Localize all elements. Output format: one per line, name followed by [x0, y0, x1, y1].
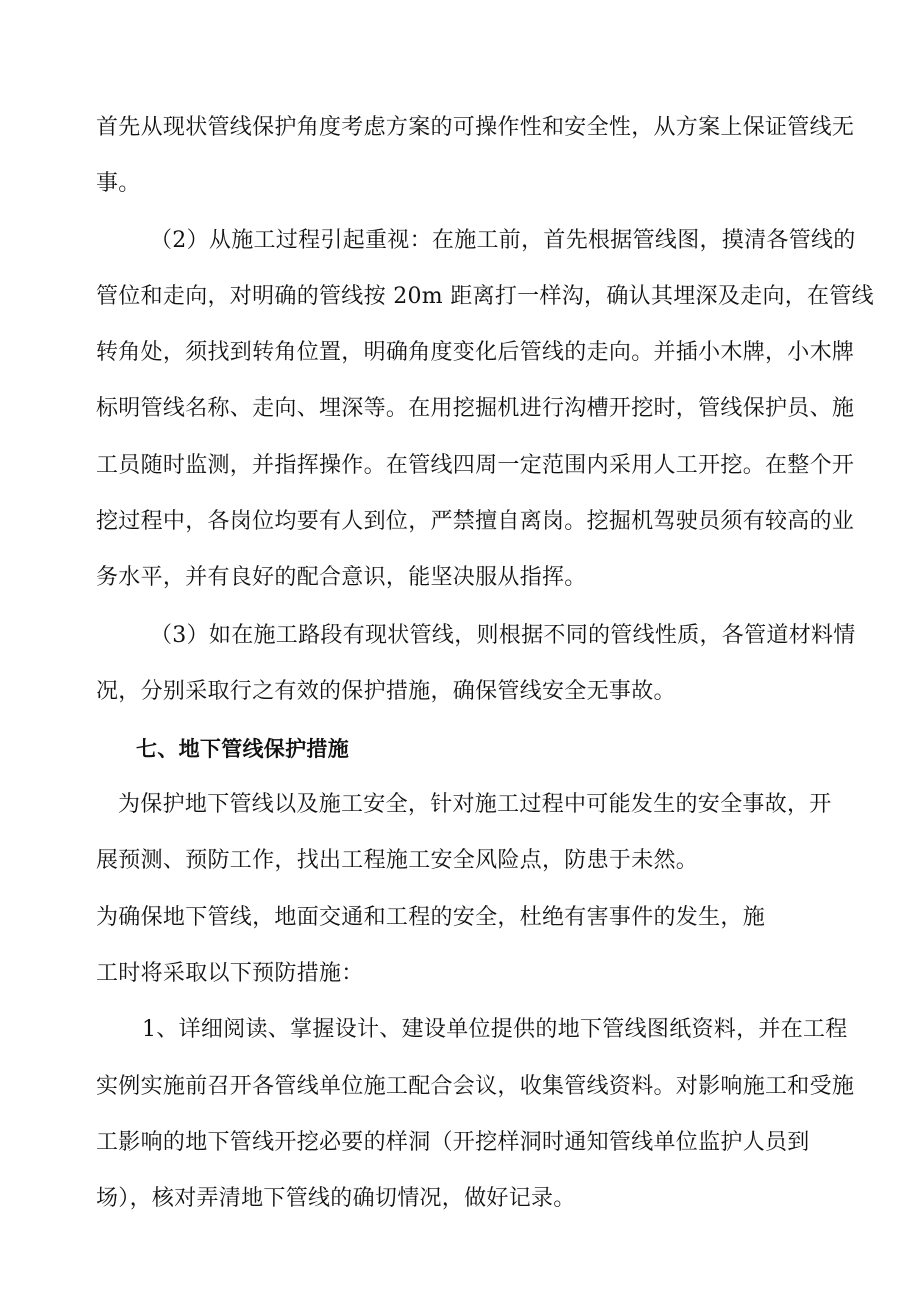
paragraph-line: （2）从施工过程引起重视：在施工前，首先根据管线图，摸清各管线的 [150, 228, 856, 253]
paragraph-line: 况，分别采取行之有效的保护措施，确保管线安全无事故。 [96, 679, 676, 704]
paragraph-line: 为确保地下管线，地面交通和工程的安全，杜绝有害事件的发生，施 [96, 905, 766, 930]
section-heading: 七、地下管线保护措施 [136, 737, 349, 761]
paragraph-line: 事。 [96, 171, 141, 196]
paragraph-line: 为保护地下管线以及施工安全，针对施工过程中可能发生的安全事故，开 [118, 792, 832, 817]
paragraph-line: 转角处，须找到转角位置，明确角度变化后管线的走向。并插小木牌，小木牌 [96, 340, 855, 365]
paragraph-line: 务水平，并有良好的配合意识，能坚决服从指挥。 [96, 565, 587, 590]
paragraph-line: 实例实施前召开各管线单位施工配合会议，收集管线资料。对影响施工和受施 [96, 1074, 855, 1099]
paragraph-line: （3）如在施工路段有现状管线，则根据不同的管线性质，各管道材料情 [150, 623, 856, 648]
paragraph-line: 工时将采取以下预防措施： [96, 961, 364, 986]
paragraph-line: 展预测、预防工作，找出工程施工安全风险点，防患于未然。 [96, 848, 699, 873]
paragraph-line: 标明管线名称、走向、埋深等。在用挖掘机进行沟槽开挖时，管线保护员、施 [96, 396, 855, 421]
paragraph-line: 工影响的地下管线开挖必要的样洞（开挖样洞时通知管线单位监护人员到 [96, 1130, 810, 1155]
paragraph-line: 1、详细阅读、掌握设计、建设单位提供的地下管线图纸资料，并在工程 [142, 1017, 848, 1042]
paragraph-line: 场），核对弄清地下管线的确切情况，做好记录。 [96, 1186, 576, 1211]
paragraph-line: 管位和走向，对明确的管线按 20m 距离打一样沟，确认其埋深及走向，在管线 [96, 284, 874, 309]
paragraph-line: 首先从现状管线保护角度考虑方案的可操作性和安全性，从方案上保证管线无 [96, 115, 855, 140]
paragraph-line: 工员随时监测，并指挥操作。在管线四周一定范围内采用人工开挖。在整个开 [96, 453, 855, 478]
paragraph-line: 挖过程中，各岗位均要有人到位，严禁擅自离岗。挖掘机驾驶员须有较高的业 [96, 509, 855, 534]
